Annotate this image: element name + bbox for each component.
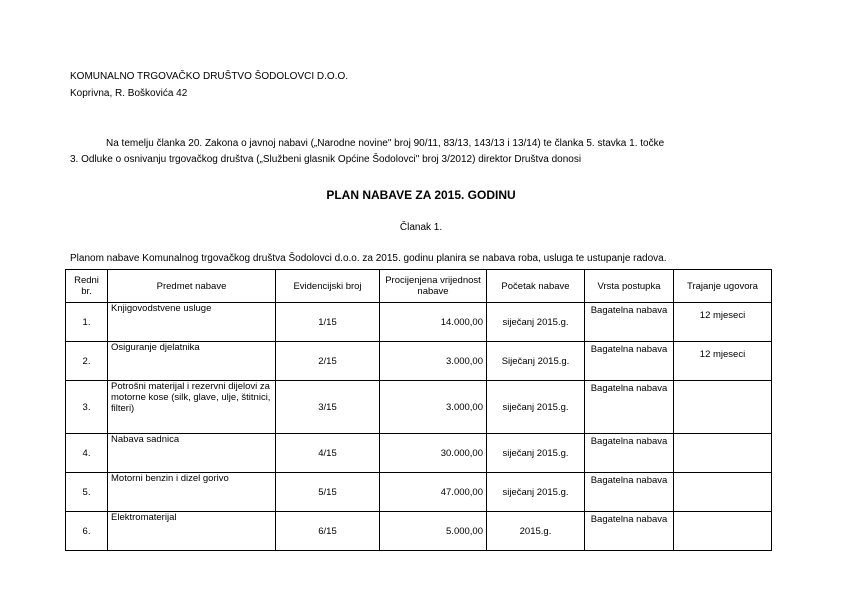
legal-preamble — [70, 136, 775, 168]
header-procedure: Vrsta postupka — [585, 270, 674, 303]
article-heading: Članak 1. — [399, 222, 443, 233]
document-title: PLAN NABAVE ZA 2015. GODINU — [326, 188, 516, 202]
table-row — [66, 434, 772, 473]
row-item: Nabava sadnica — [108, 434, 276, 473]
row-start: siječanj 2015.g. — [487, 381, 585, 434]
row-value: 47.000,00 — [380, 473, 487, 512]
table-row — [66, 473, 772, 512]
row-duration: 12 mjeseci — [674, 303, 772, 342]
row-duration — [674, 434, 772, 473]
row-duration — [674, 381, 772, 434]
row-duration — [674, 473, 772, 512]
row-procedure: Bagatelna nabava — [585, 473, 674, 512]
row-item: Knjigovodstvene usluge — [108, 303, 276, 342]
row-start: siječanj 2015.g. — [487, 434, 585, 473]
row-num: 4. — [66, 434, 108, 473]
row-start: 2015.g. — [487, 512, 585, 551]
table-row — [66, 512, 772, 551]
row-procedure: Bagatelna nabava — [585, 434, 674, 473]
row-item: Osiguranje djelatnika — [108, 342, 276, 381]
row-ref: 4/15 — [276, 434, 380, 473]
row-start: siječanj 2015.g. — [487, 303, 585, 342]
row-ref: 6/15 — [276, 512, 380, 551]
preamble-line-1: Na temelju članka 20. Zakona o javnoj nabavi („Narodne novine" broj 90/11, 83/13, 143/13 i 13/14) te članka 5. stavka 1. točke — [106, 138, 665, 149]
header-start: Početak nabave — [487, 270, 585, 303]
row-procedure: Bagatelna nabava — [585, 381, 674, 434]
header-item: Predmet nabave — [108, 270, 276, 303]
table-header-row — [66, 270, 772, 303]
preamble-line-2: 3. Odluke o osnivanju trgovačkog društva („Službeni glasnik Općine Šodolovci" broj 3/2012) direktor Društva donosi — [70, 154, 582, 165]
row-start: siječanj 2015.g. — [487, 473, 585, 512]
organization-address: Koprivna, R. Boškovića 42 — [70, 88, 188, 99]
row-value: 14.000,00 — [380, 303, 487, 342]
row-ref: 2/15 — [276, 342, 380, 381]
row-value: 5.000,00 — [380, 512, 487, 551]
row-item: Potrošni materijal i rezervni dijelovi za motorne kose (silk, glave, ulje, štitnici, filteri) — [108, 381, 276, 434]
row-value: 30.000,00 — [380, 434, 487, 473]
row-num: 6. — [66, 512, 108, 551]
row-procedure: Bagatelna nabava — [585, 512, 674, 551]
row-value: 3.000,00 — [380, 381, 487, 434]
row-procedure: Bagatelna nabava — [585, 342, 674, 381]
row-ref: 1/15 — [276, 303, 380, 342]
header-ref: Evidencijski broj — [276, 270, 380, 303]
table-row — [66, 381, 772, 434]
header-duration: Trajanje ugovora — [674, 270, 772, 303]
row-num: 1. — [66, 303, 108, 342]
row-item: Elektromaterijal — [108, 512, 276, 551]
organization-name: KOMUNALNO TRGOVAČKO DRUŠTVO ŠODOLOVCI D.O.O. — [70, 71, 349, 82]
row-num: 3. — [66, 381, 108, 434]
row-num: 2. — [66, 342, 108, 381]
row-procedure: Bagatelna nabava — [585, 303, 674, 342]
row-ref: 5/15 — [276, 473, 380, 512]
header-value: Procijenjena vrijednost nabave — [380, 270, 487, 303]
row-item: Motorni benzin i dizel gorivo — [108, 473, 276, 512]
header-num: Redni br. — [66, 270, 108, 303]
row-start: Siječanj 2015.g. — [487, 342, 585, 381]
row-value: 3.000,00 — [380, 342, 487, 381]
procurement-plan-table — [65, 269, 772, 551]
row-duration: 12 mjeseci — [674, 342, 772, 381]
table-row — [66, 342, 772, 381]
table-row — [66, 303, 772, 342]
row-ref: 3/15 — [276, 381, 380, 434]
row-num: 5. — [66, 473, 108, 512]
intro-paragraph: Planom nabave Komunalnog trgovačkog društva Šodolovci d.o.o. za 2015. godinu planira se nabava roba, usluga te ustupanje radova. — [70, 253, 667, 264]
row-duration — [674, 512, 772, 551]
